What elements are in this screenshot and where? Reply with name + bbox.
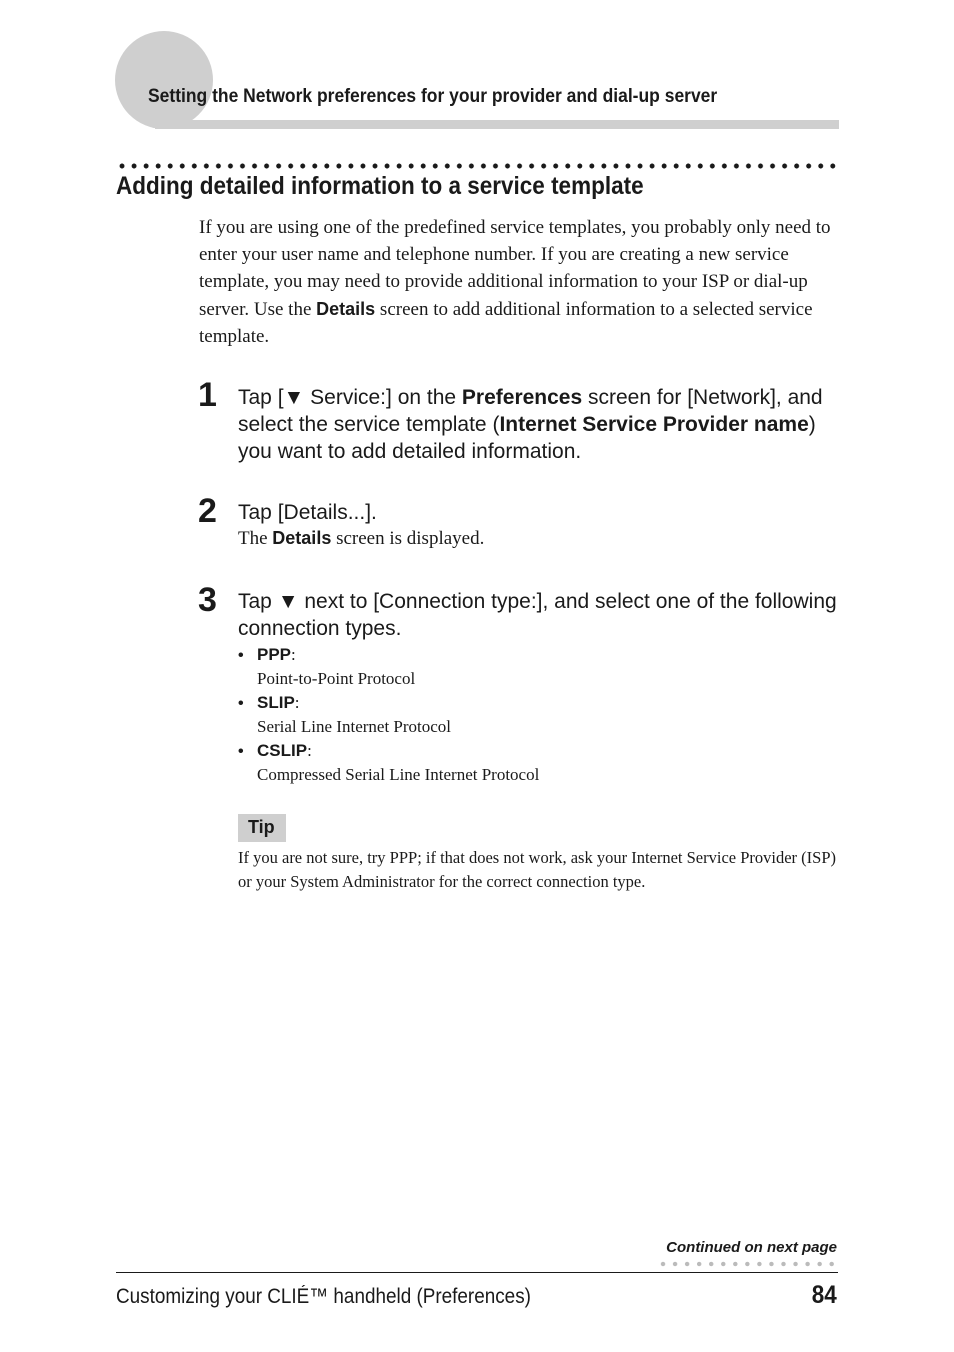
- option-desc-slip: Serial Line Internet Protocol: [257, 717, 452, 736]
- step-3-text-a: Tap: [238, 590, 278, 613]
- option-term-label: SLIP: [257, 693, 295, 712]
- step-1-text-d: ) you want to add detailed information.: [238, 413, 816, 463]
- option-colon: :: [291, 645, 296, 664]
- step-2-number: 2: [198, 492, 217, 530]
- step-2-bold-details: Details: [272, 528, 332, 548]
- bullet-icon: •: [238, 743, 244, 760]
- step-2-result-a: The: [238, 528, 273, 549]
- footer-rule: [116, 1272, 838, 1273]
- option-term-ppp: [257, 645, 296, 665]
- step-3-text: [238, 588, 838, 642]
- option-colon: :: [294, 693, 300, 712]
- option-term-slip: [257, 693, 300, 713]
- dropdown-arrow-icon: ▼: [283, 386, 305, 409]
- step-1-text-c: screen for [Network], and select the service template (: [238, 386, 823, 436]
- intro-text-1: If you are using one of the predefined service templates, you probably only need to enter your user name and telephone number. If you are creating a new service template, you may need to provide additional information to your ISP or dial-up server. Use the: [199, 217, 831, 320]
- step-1-bold-isp-name: Internet Service Provider name: [499, 413, 809, 436]
- option-desc-cslip: Compressed Serial Line Internet Protocol: [257, 765, 540, 784]
- step-1-number: 1: [198, 376, 217, 414]
- chapter-tab-circle: [115, 31, 213, 129]
- bullet-icon: •: [238, 695, 244, 712]
- step-1-text-a: Tap [: [238, 386, 284, 409]
- page-number: 84: [811, 1281, 837, 1309]
- intro-bold-details: Details: [316, 298, 376, 319]
- dotted-divider: [116, 163, 838, 169]
- tip-label: Tip: [248, 817, 275, 837]
- step-3-number: 3: [198, 581, 217, 619]
- step-2-result-b: screen is displayed.: [331, 528, 485, 549]
- step-2-text: Tap [Details...].: [238, 501, 377, 524]
- chapter-header-bar: [155, 120, 839, 129]
- step-1-text: [238, 384, 838, 465]
- dropdown-arrow-icon: ▼: [277, 590, 299, 613]
- intro-paragraph: [199, 214, 839, 350]
- step-3-text-b: next to [Connection type:], and select one of the following connection types.: [238, 590, 837, 640]
- bullet-icon: •: [238, 647, 244, 664]
- step-1-bold-preferences: Preferences: [461, 386, 583, 409]
- section-title: Adding detailed information to a service template: [116, 172, 644, 200]
- footer-dotted-divider: [657, 1261, 838, 1267]
- option-term-label: PPP: [257, 645, 292, 664]
- step-1-text-b: Service:] on the: [304, 386, 462, 409]
- option-desc-ppp: Point-to-Point Protocol: [257, 669, 416, 688]
- intro-text-2: screen to add additional information to a selected service template.: [199, 298, 813, 347]
- tip-text: If you are not sure, try PPP; if that does not work, ask your Internet Service Provider (ISP) or your System Administrator for the correct connection type.: [238, 848, 837, 891]
- option-term-label: CSLIP: [257, 741, 308, 760]
- option-term-cslip: [257, 741, 312, 761]
- footer-chapter-title: Customizing your CLIÉ™ handheld (Preferences): [116, 1285, 531, 1308]
- option-colon: :: [307, 741, 312, 760]
- chapter-title: Setting the Network preferences for your provider and dial-up server: [148, 86, 718, 107]
- step-2-result: [238, 528, 484, 550]
- continued-notice: Continued on next page: [666, 1239, 837, 1256]
